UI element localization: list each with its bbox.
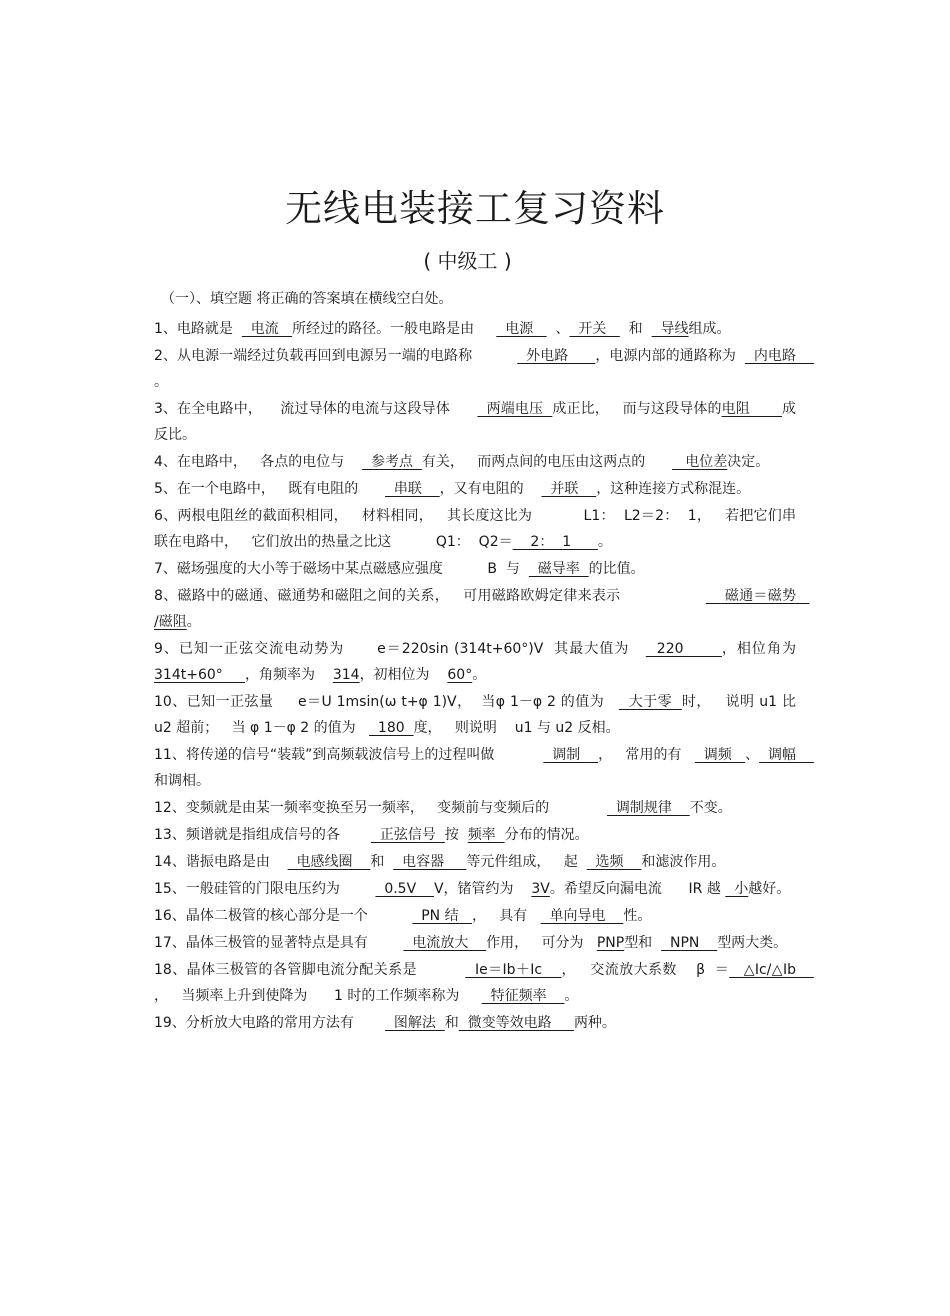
question-text: 成正比， 而与这段导体的	[552, 401, 722, 417]
question-text: 10、已知一正弦量 e＝U 1msin(ω t+φ 1)V， 当φ 1－φ 2 的值为	[154, 694, 619, 710]
answer-blank: 调制规律	[607, 800, 690, 816]
question-text: 8、磁路中的磁通、磁通势和磁阻之间的关系， 可用磁路欧姆定律来表示	[154, 588, 706, 604]
question-item	[154, 503, 796, 555]
question-text: 型两大类。	[717, 935, 788, 951]
answer-blank: 电流	[241, 321, 293, 337]
question-item	[154, 849, 796, 875]
question-text: V，锗管约为	[433, 881, 532, 897]
answer-blank: 电感线圈	[287, 854, 371, 870]
question-text: 1、电路就是	[154, 321, 242, 337]
question-item	[154, 343, 814, 395]
question-text: 11、将传递的信号“装载”到高频载波信号上的过程叫做	[154, 747, 544, 763]
question-item	[154, 1010, 796, 1036]
question-text: 成反比。	[154, 401, 796, 443]
section-heading: （一）、填空题 将正确的答案填在横线空白处。	[161, 291, 453, 307]
question-item	[154, 556, 796, 582]
question-text: 5、在一个电路中， 既有电阻的	[154, 481, 385, 497]
answer-blank: 微变等效电路	[458, 1015, 574, 1031]
question-text: 14、谐振电路是由	[154, 854, 288, 870]
question-text: 等元件组成， 起	[466, 854, 587, 870]
question-list	[154, 316, 814, 1037]
question-text: 9、已知一正弦交流电动势为 e＝220sin (314t+60°)V 其最大值为	[154, 641, 646, 657]
page-subtitle: ( 中级工 )	[423, 249, 512, 273]
question-text: 不变。	[689, 800, 732, 816]
answer-blank: 3V	[531, 881, 550, 897]
question-item	[154, 636, 805, 688]
answer-blank: 串联	[384, 481, 440, 497]
answer-blank: PN 结	[412, 908, 472, 924]
question-item	[154, 583, 810, 635]
question-text: 2、从电源一端经过负载再回到电源另一端的电路称	[154, 348, 518, 364]
answer-blank: 314	[332, 667, 360, 683]
answer-blank: Ie＝Ib＋Ic	[465, 962, 562, 978]
answer-blank: 导线	[651, 321, 689, 337]
question-text: 7、磁场强度的大小等于磁场中某点磁感应强度 B 与	[154, 561, 529, 577]
question-item	[154, 822, 796, 848]
answer-blank: 参考点	[362, 454, 422, 470]
answer-blank: △Ic/△Ib	[729, 962, 814, 978]
question-text: ， 具有	[471, 908, 541, 924]
question-text: ，初相位为	[359, 667, 448, 683]
answer-blank: 小	[725, 881, 749, 897]
answer-blank: 180	[369, 720, 414, 736]
question-text: 18、晶体三极管的各管脚电流分配关系是	[154, 962, 466, 978]
question-text: 决定。	[727, 454, 770, 470]
question-item	[154, 689, 801, 741]
question-text: 6、两根电阻丝的截面积相同， 材料相同， 其长度这比为 L1： L2＝2： 1， 若把它们串联在电路中， 它们放出的热量之比这 Q1： Q2＝	[154, 508, 796, 550]
question-text: 。希望反向漏电流 IR 越	[549, 881, 726, 897]
question-text: 性。	[623, 908, 652, 924]
question-text: ，电源内部的通路称为	[595, 348, 745, 364]
question-text: 。	[472, 667, 487, 683]
question-text: 16、晶体二极管的核心部分是一个	[154, 908, 413, 924]
question-text: 。	[564, 988, 579, 1004]
answer-blank: 内电路	[744, 348, 814, 364]
answer-blank: 电容器	[393, 854, 467, 870]
question-text: 4、在电路中， 各点的电位与	[154, 454, 363, 470]
question-item	[154, 316, 796, 342]
answer-blank: NPN	[661, 935, 718, 951]
question-item	[154, 449, 796, 475]
question-text: 作用， 可分为	[486, 935, 597, 951]
question-item	[154, 876, 796, 902]
answer-blank: 电流放大	[403, 935, 487, 951]
question-text: 越好。	[748, 881, 791, 897]
answer-blank: 磁通＝磁势 /磁阻	[154, 588, 810, 630]
question-text: 型和	[624, 935, 662, 951]
answer-blank: 磁导率	[528, 561, 589, 577]
question-text: 12、变频就是由某一频率变换至另一频率， 变频前与变频后的	[154, 800, 608, 816]
answer-blank: 电源	[496, 321, 547, 337]
question-text: 度， 则说明 u1 与 u2 反相。	[413, 720, 620, 736]
question-text: 和调相。	[154, 773, 210, 789]
question-text: 按	[444, 827, 468, 843]
answer-blank: 60°	[447, 667, 473, 683]
answer-blank: 特征频率	[481, 988, 565, 1004]
answer-blank: 调频	[694, 747, 746, 763]
question-item	[154, 930, 796, 956]
question-text: 有关， 而两点间的电压由这两点的	[421, 454, 672, 470]
question-text: 和	[444, 1015, 459, 1031]
question-text: 和	[619, 321, 652, 337]
answer-blank: 开关	[569, 321, 620, 337]
question-text: 两种。	[573, 1015, 616, 1031]
question-text: 分布的情况。	[504, 827, 589, 843]
question-text: 和滤波作用。	[641, 854, 726, 870]
question-text: 组成。	[688, 321, 731, 337]
question-text: ，这种连接方式称混连。	[596, 481, 751, 497]
question-text: ， 当频率上升到使降为 1 时的工作频率称为	[154, 988, 482, 1004]
question-text: 、	[546, 321, 570, 337]
answer-blank: 大于零	[618, 694, 682, 710]
question-text: 的比值。	[588, 561, 645, 577]
question-item	[154, 476, 796, 502]
answer-blank: 选频	[586, 854, 642, 870]
question-text: 15、一般硅管的门限电压约为	[154, 881, 376, 897]
question-text: 时， 说明 u1 比 u2 超前； 当 φ 1－φ 2 的值为	[154, 694, 801, 736]
answer-blank: 图解法	[384, 1015, 445, 1031]
answer-blank: 单向导电	[540, 908, 624, 924]
answer-blank: PNP	[596, 935, 625, 951]
question-text: ，角频率为	[245, 667, 333, 683]
question-text: 和	[370, 854, 394, 870]
answer-blank: 0.5V	[375, 881, 434, 897]
answer-blank: 并联	[541, 481, 597, 497]
question-text: 13、频谱就是指组成信号的各	[154, 827, 371, 843]
answer-blank: 调幅	[759, 747, 814, 763]
question-text: 。	[597, 534, 612, 550]
answer-blank: 两端电压	[477, 401, 553, 417]
question-text: ， 交流放大系数 β ＝	[561, 962, 730, 978]
question-item	[154, 903, 796, 929]
question-item	[154, 957, 814, 1009]
question-text: ，相位角为	[721, 641, 805, 657]
question-item	[154, 795, 796, 821]
question-text: 3、在全电路中， 流过导体的电流与这段导体	[154, 401, 478, 417]
answer-blank: 220	[645, 641, 722, 657]
question-text: ，又有电阻的	[439, 481, 542, 497]
answer-blank: 正弦信号	[370, 827, 445, 843]
question-text: 19、分析放大电路的常用方法有	[154, 1015, 385, 1031]
answer-blank: 外电路	[517, 348, 596, 364]
page-title: 无线电装接工复习资料	[285, 187, 665, 230]
question-text: 。	[154, 374, 168, 390]
answer-blank: 电位差	[671, 454, 728, 470]
answer-blank: 电阻	[721, 401, 782, 417]
question-text: 17、晶体三极管的显著特点是具有	[154, 935, 404, 951]
answer-blank: 314t+60°	[154, 667, 246, 683]
question-item	[154, 396, 796, 448]
answer-blank: 频率	[467, 827, 505, 843]
answer-blank: 调制	[543, 747, 599, 763]
question-text: ， 常用的有	[598, 747, 695, 763]
question-text: 所经过的路径。一般电路是由	[292, 321, 497, 337]
answer-blank: 2： 1	[512, 534, 598, 550]
question-text: 、	[745, 747, 760, 763]
question-text: 。	[186, 614, 201, 630]
question-item	[154, 742, 814, 794]
